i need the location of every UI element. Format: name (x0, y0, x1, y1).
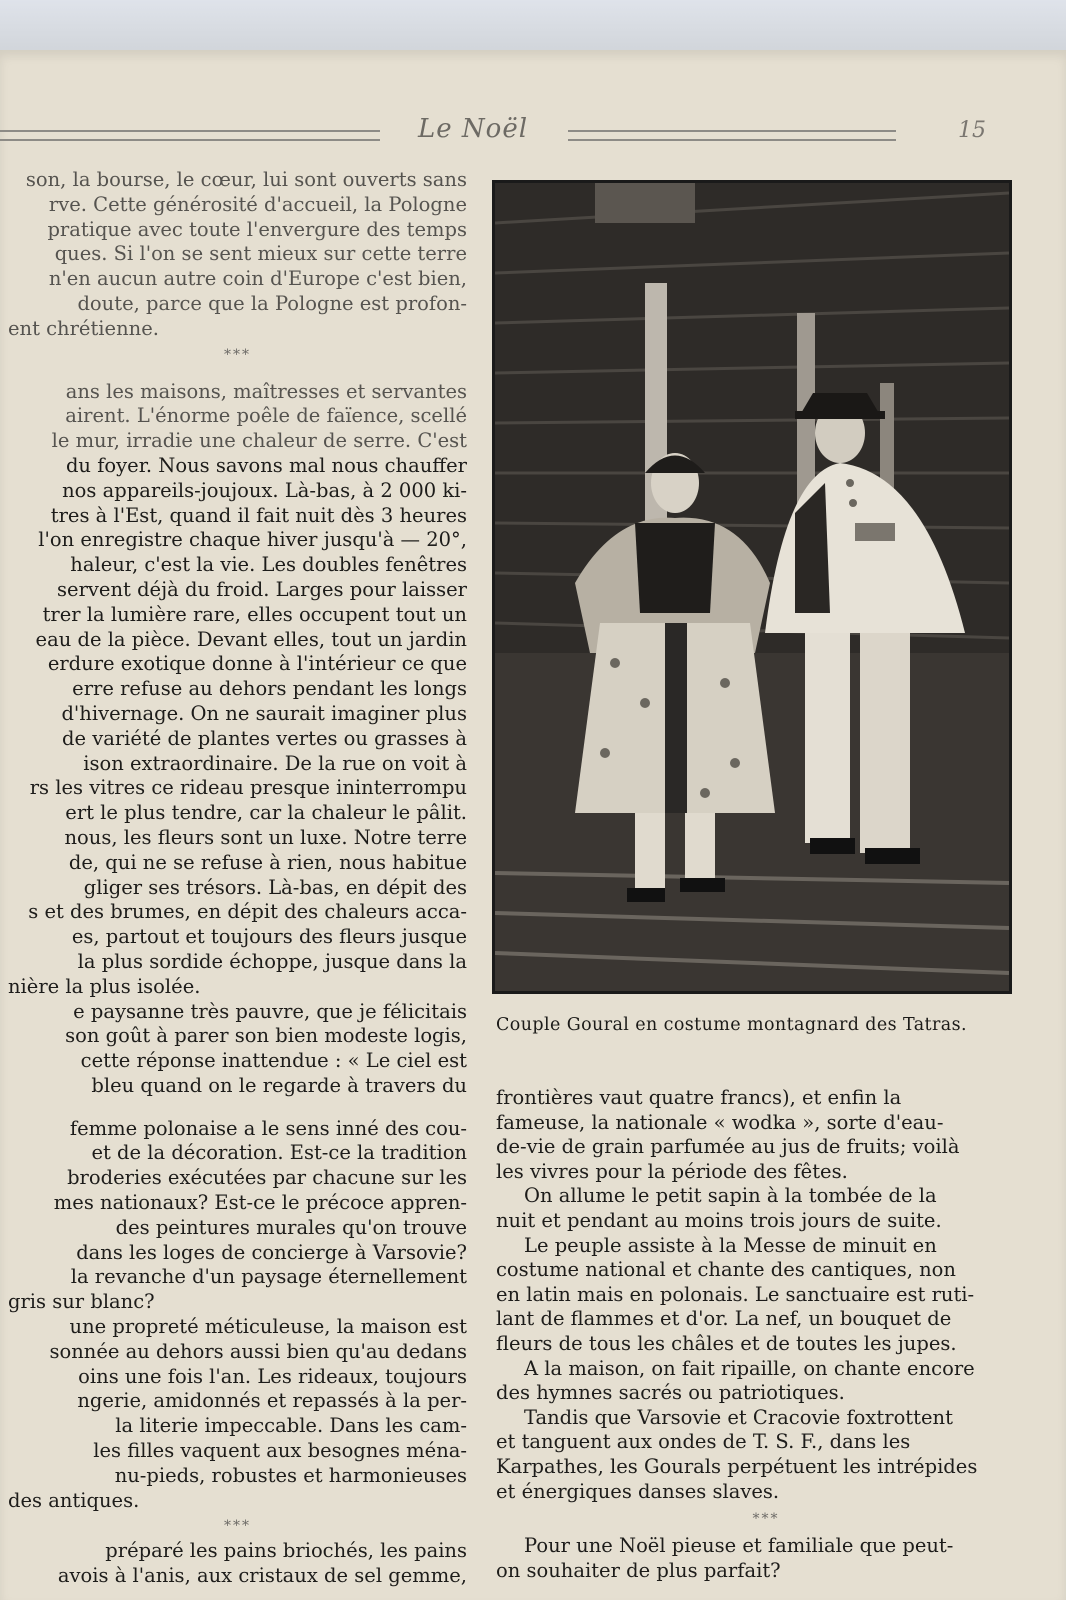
photo-caption: Couple Goural en costume montagnard des Tatras. (496, 1015, 967, 1035)
text-line: les vivres pour la période des fêtes. (496, 1159, 848, 1183)
text-line: la plus sordide échoppe, jusque dans la (77, 949, 467, 973)
text-line: la literie impeccable. Dans les cam- (115, 1414, 467, 1438)
text-line: es, partout et toujours des fleurs jusque (71, 925, 467, 949)
right-text-column (496, 1086, 1036, 1583)
header-rule-left (0, 130, 380, 141)
paragraph-3 (0, 1000, 475, 1099)
text-line: tres à l'Est, quand il fait nuit dès 3 heures (50, 503, 467, 527)
text-line: les filles vaquent aux besognes ména- (93, 1439, 467, 1463)
text-line: e paysanne très pauvre, que je félicitais (73, 999, 467, 1023)
text-line: rs les vitres ce rideau presque ininterrompu (29, 776, 467, 800)
text-line: son goût à parer son bien modeste logis, (65, 1024, 467, 1048)
text-line: trer la lumière rare, elles occupent tout un (42, 602, 467, 626)
section-separator: *** (224, 1518, 251, 1535)
text-line: fleurs de tous les châles et de toutes les jupes. (496, 1331, 957, 1355)
text-line: la revanche d'un paysage éternellement (70, 1265, 467, 1289)
text-line: son, la bourse, le cœur, lui sont ouverts sans (25, 168, 467, 191)
text-line: Karpathes, les Gourals perpétuent les intrépides (496, 1454, 978, 1478)
text-line: ngerie, amidonnés et repassés à la per- (77, 1389, 467, 1413)
text-line: et de la décoration. Est-ce la tradition (91, 1141, 467, 1165)
text-line: oins une fois l'an. Les rideaux, toujours (78, 1364, 467, 1388)
couple-photograph (492, 180, 1012, 994)
text-line: gris sur blanc? (8, 1290, 155, 1314)
paragraph-1 (0, 168, 475, 342)
text-line: s et des brumes, en dépit des chaleurs acca- (28, 900, 467, 924)
paragraph-5 (0, 1539, 475, 1589)
left-text-column (0, 168, 475, 1589)
spacer (0, 1099, 475, 1117)
text-line: airent. L'énorme poêle de faïence, scellé (65, 404, 467, 428)
text-line: Pour une Noël pieuse et familiale que peut- (524, 1534, 954, 1558)
text-line: nos appareils-joujoux. Là-bas, à 2 000 ki- (62, 478, 467, 502)
text-line: fameuse, la nationale « wodka », sorte d'eau- (496, 1110, 944, 1134)
text-line: eau de la pièce. Devant elles, tout un jardin (35, 627, 467, 651)
text-line: de variété de plantes vertes ou grasses à (61, 726, 467, 750)
text-line: nière la plus isolée. (8, 974, 201, 998)
text-line: nuit et pendant au moins trois jours de suite. (496, 1208, 942, 1232)
photo-illustration (495, 183, 1009, 991)
paragraph-4 (0, 1117, 475, 1514)
text-line: A la maison, on fait ripaille, on chante encore (524, 1356, 975, 1380)
text-line: erre refuse au dehors pendant les longs (72, 677, 467, 701)
page-number: 15 (958, 118, 986, 143)
text-line: gliger ses trésors. Là-bas, en dépit des (83, 875, 467, 899)
text-line: rve. Cette générosité d'accueil, la Pologne (48, 192, 467, 216)
text-line: et énergiques danses slaves. (496, 1479, 780, 1503)
text-line: en latin mais en polonais. Le sanctuaire est ruti- (496, 1282, 975, 1306)
text-line: bleu quand on le regarde à travers du (91, 1073, 467, 1097)
text-line: doute, parce que la Pologne est profon- (77, 291, 467, 315)
text-line: n'en aucun autre coin d'Europe c'est bien, (48, 267, 467, 291)
text-line: des antiques. (8, 1488, 140, 1512)
text-line: ert le plus tendre, car la chaleur le pâlit. (65, 801, 467, 825)
text-line: de, qui ne se refuse à rien, nous habitue (68, 850, 467, 874)
text-line: lant de flammes et d'or. La nef, un bouquet de (496, 1307, 952, 1331)
section-separator: *** (752, 1511, 780, 1528)
text-line: nu-pieds, robustes et harmonieuses (114, 1463, 467, 1487)
text-line: sonnée au dehors aussi bien qu'au dedans (49, 1339, 467, 1363)
text-line: le mur, irradie une chaleur de serre. C'est (51, 429, 467, 453)
text-line: des hymnes sacrés ou patriotiques. (496, 1381, 845, 1405)
text-line: Tandis que Varsovie et Cracovie foxtrottent (524, 1405, 953, 1429)
text-line: femme polonaise a le sens inné des cou- (69, 1116, 467, 1140)
text-line: cette réponse inattendue : « Le ciel est (80, 1049, 467, 1073)
text-line: d'hivernage. On ne saurait imaginer plus (61, 701, 467, 725)
text-line: ans les maisons, maîtresses et servantes (65, 379, 467, 403)
page-header (0, 62, 1066, 144)
text-line: pratique avec toute l'envergure des temps (47, 217, 467, 241)
text-line: dans les loges de concierge à Varsovie? (76, 1240, 467, 1264)
text-line: ison extraordinaire. De la rue on voit à (83, 751, 467, 775)
text-line: erdure exotique donne à l'intérieur ce que (47, 652, 467, 676)
text-line: broderies exécutées par chacune sur les (67, 1166, 467, 1190)
text-line: et tanguent aux ondes de T. S. F., dans les (496, 1430, 911, 1454)
text-line: une propreté méticuleuse, la maison est (69, 1315, 467, 1339)
text-line: costume national et chante des cantiques, non (496, 1258, 956, 1282)
text-line: on souhaiter de plus parfait? (496, 1558, 781, 1582)
paragraph-2 (0, 380, 475, 1000)
text-line: frontières vaut quatre francs), et enfin la (496, 1086, 902, 1109)
section-separator: *** (224, 346, 251, 363)
journal-title: Le Noël (418, 114, 529, 144)
text-line: préparé les pains briochés, les pains (105, 1539, 467, 1563)
text-line: l'on enregistre chaque hiver jusqu'à — 20°, (38, 528, 467, 552)
header-rule-right (568, 130, 896, 141)
text-line: ent chrétienne. (8, 316, 159, 340)
text-line: des peintures murales qu'on trouve (115, 1215, 467, 1239)
text-line: de-vie de grain parfumée au jus de fruits; voilà (496, 1135, 960, 1159)
text-line: mes nationaux? Est-ce le précoce appren- (53, 1191, 467, 1215)
text-line: avois à l'anis, aux cristaux de sel gemme, (57, 1564, 467, 1588)
spacer (0, 368, 475, 380)
text-line: On allume le petit sapin à la tombée de la (524, 1184, 937, 1208)
text-line: nous, les fleurs sont un luxe. Notre terre (64, 825, 467, 849)
text-line: haleur, c'est la vie. Les doubles fenêtres (70, 553, 467, 577)
text-line: ques. Si l'on se sent mieux sur cette terre (54, 242, 467, 266)
text-line: du foyer. Nous savons mal nous chauffer (65, 453, 467, 477)
text-line: servent déjà du froid. Larges pour laisser (57, 577, 467, 601)
text-line: Le peuple assiste à la Messe de minuit en (524, 1233, 937, 1257)
